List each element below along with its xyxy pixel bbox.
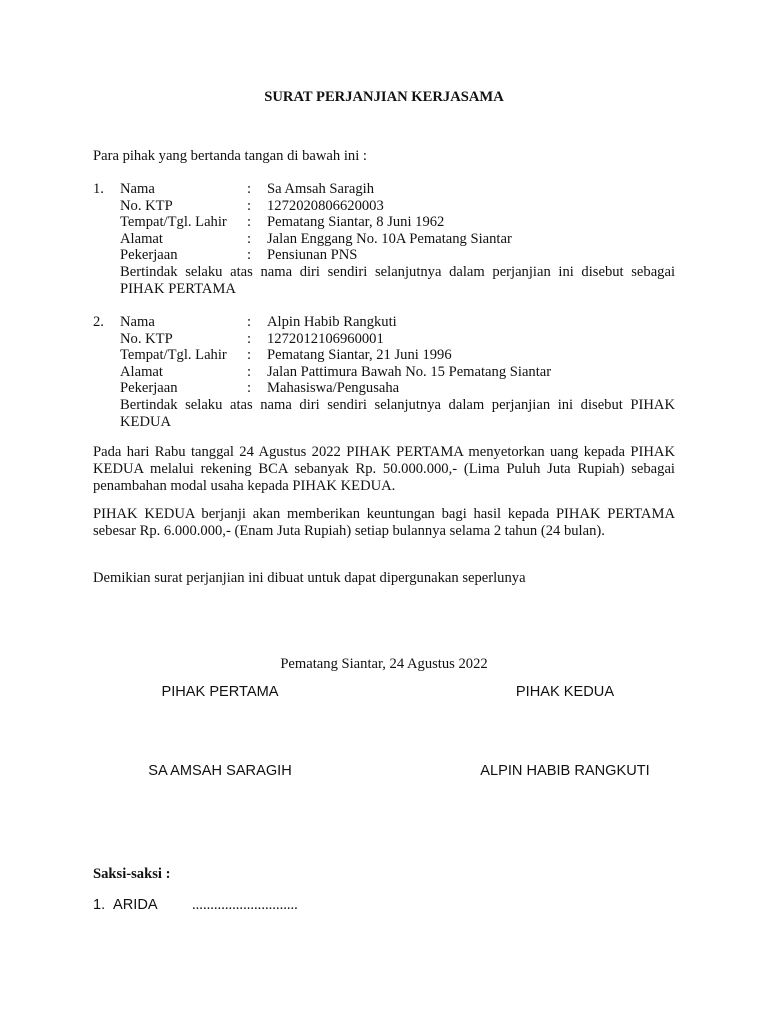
party-number: 1. [93, 181, 104, 197]
field-value: Pensiunan PNS [267, 247, 358, 263]
witness-name: ARIDA [113, 897, 158, 913]
field-label: Tempat/Tgl. Lahir [120, 347, 227, 363]
field-value: Jalan Enggang No. 10A Pematang Siantar [267, 230, 512, 247]
field-label: Pekerjaan [120, 247, 178, 263]
signature-role-left: PIHAK PERTAMA [161, 684, 279, 700]
field-label: Alamat [120, 363, 163, 380]
party-number: 2. [93, 314, 104, 330]
field-label: No. KTP [120, 197, 173, 214]
field-colon: : [247, 330, 252, 347]
field-label: Nama [120, 314, 155, 330]
document-title: SURAT PERJANJIAN KERJASAMA [264, 89, 504, 105]
signature-name-right: ALPIN HABIB RANGKUTI [480, 763, 650, 779]
signature-name-left: SA AMSAH SARAGIH [148, 763, 292, 779]
witness-heading: Saksi-saksi : [93, 866, 171, 882]
field-value: Pematang Siantar, 8 Juni 1962 [267, 214, 445, 230]
field-colon: : [247, 214, 252, 230]
field-colon: : [247, 247, 252, 263]
field-colon: : [247, 197, 252, 214]
field-label: No. KTP [120, 330, 173, 347]
party-statement: Bertindak selaku atas nama diri sendiri selanjutnya dalam perjanjian ini disebut sebagai PIHAK PERTAMA [120, 263, 675, 297]
field-colon: : [247, 347, 252, 363]
field-value: 1272020806620003 [267, 197, 384, 214]
paragraph-closing: Demikian surat perjanjian ini dibuat untuk dapat dipergunakan seperlunya [93, 570, 526, 586]
field-label: Pekerjaan [120, 380, 178, 396]
field-colon: : [247, 363, 252, 380]
field-value: 1272012106960001 [267, 330, 384, 347]
field-value: Sa Amsah Saragih [267, 181, 375, 197]
witness-signature-line: ............................. [192, 897, 298, 913]
field-colon: : [247, 314, 252, 330]
field-value: Pematang Siantar, 21 Juni 1996 [267, 347, 452, 363]
party-statement: Bertindak selaku atas nama diri sendiri selanjutnya dalam perjanjian ini disebut PIHAK KEDUA [120, 396, 675, 430]
field-value: Jalan Pattimura Bawah No. 15 Pematang Siantar [267, 363, 552, 380]
field-label: Alamat [120, 230, 163, 247]
witness-number: 1. [93, 897, 106, 913]
paragraph-deposit: Pada hari Rabu tanggal 24 Agustus 2022 PIHAK PERTAMA menyetorkan uang kepada PIHAK KEDUA melalui rekening BCA sebanyak Rp. 50.000.000,- (Lima Puluh Juta Rupiah) sebagai penambahan modal usaha kepada PIHAK KEDUA. [93, 444, 675, 494]
field-colon: : [247, 380, 252, 396]
field-label: Tempat/Tgl. Lahir [120, 214, 227, 230]
field-value: Mahasiswa/Pengusaha [267, 380, 400, 396]
paragraph-profit: PIHAK KEDUA berjanji akan memberikan keuntungan bagi hasil kepada PIHAK PERTAMA sebesar Rp. 6.000.000,- (Enam Juta Rupiah) setiap bulannya selama 2 tahun (24 bulan). [93, 506, 675, 539]
field-colon: : [247, 181, 252, 197]
field-value: Alpin Habib Rangkuti [267, 314, 397, 330]
field-colon: : [247, 230, 252, 247]
place-date: Pematang Siantar, 24 Agustus 2022 [280, 656, 488, 672]
field-label: Nama [120, 181, 155, 197]
signature-role-right: PIHAK KEDUA [515, 684, 615, 700]
intro-text: Para pihak yang bertanda tangan di bawah ini : [93, 148, 367, 164]
